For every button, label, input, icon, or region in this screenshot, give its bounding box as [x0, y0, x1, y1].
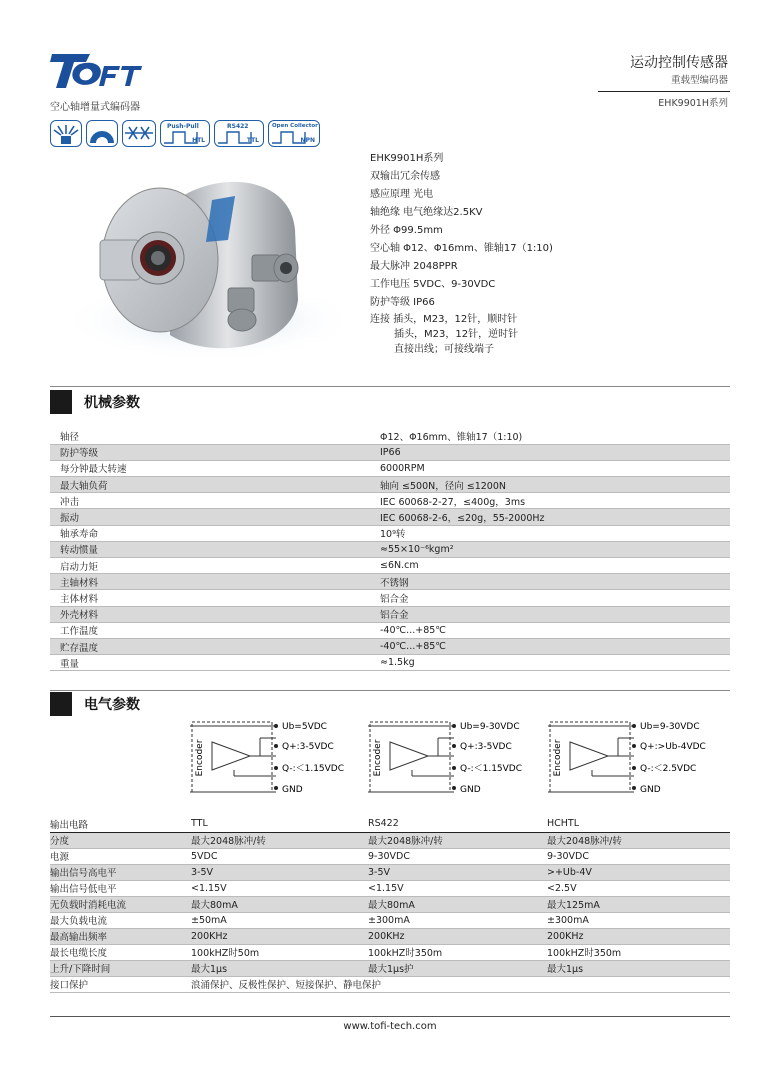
footer-divider [50, 1016, 730, 1017]
table-row [50, 525, 730, 541]
encoder-label: Encoder [553, 739, 563, 777]
cell: 3-5V [191, 864, 368, 880]
table-row [50, 928, 730, 944]
row-label: 主体材料 [50, 590, 370, 606]
gnd-label: GND [282, 785, 303, 795]
row-value: 10⁹转 [370, 525, 730, 541]
electrical-section-header [50, 692, 140, 716]
cell: 最大80mA [368, 896, 547, 912]
row-value: 铝合金 [370, 606, 730, 622]
spec-line: 双输出冗余传感 [370, 171, 440, 182]
row-label: 最大轴负荷 [50, 477, 370, 493]
cell: 分度 [50, 832, 191, 848]
header-series: EHK9901H系列 [658, 98, 728, 109]
cell: RS422 [368, 816, 547, 832]
row-label: 每分钟最大转速 [50, 460, 370, 476]
spec-summary [370, 150, 553, 357]
row-value: IP66 [370, 444, 730, 460]
mechanical-section-header [50, 390, 140, 414]
table-row [50, 622, 730, 638]
feature-icon-row [50, 120, 320, 148]
table-row [50, 848, 730, 864]
spec-line: EHK9901H系列 [370, 153, 444, 164]
spec-line: 外径 Φ99.5mm [370, 225, 443, 236]
row-label: 工作温度 [50, 622, 370, 638]
cell: 最大1μs [191, 960, 368, 976]
row-value: -40℃...+85℃ [370, 638, 730, 654]
cell: 最大1μs [547, 960, 730, 976]
table-row [50, 509, 730, 525]
cell: 100kHZ时350m [368, 944, 547, 960]
section-title: 机械参数 [84, 395, 140, 411]
cell: 200KHz [368, 928, 547, 944]
cell: 无负载时消耗电流 [50, 896, 191, 912]
table-row [50, 880, 730, 896]
spec-line: 工作电压 5VDC、9-30VDC [370, 279, 496, 290]
cell: 最大1μs护 [368, 960, 547, 976]
table-row [50, 655, 730, 671]
row-label: 振动 [50, 509, 370, 525]
spec-line: 连接 插头，M23，12针，顺时针 [370, 314, 518, 325]
dome-icon [86, 120, 118, 147]
cell: 100kHZ时350m [547, 944, 730, 960]
table-row [50, 864, 730, 880]
row-value: Φ12、Φ16mm、锥轴17（1:10) [370, 428, 730, 444]
cell: 100kHZ时50m [191, 944, 368, 960]
coupling-icon [122, 120, 156, 147]
rs422-icon: RS422 TTL [214, 120, 264, 147]
table-row [50, 944, 730, 960]
section-title: 电气参数 [84, 697, 140, 713]
ub-label: Ub=9-30VDC [640, 722, 700, 732]
row-label: 外壳材料 [50, 606, 370, 622]
header-subtitle: 重载型编码器 [670, 75, 728, 86]
row-value: ≈1.5kg [370, 655, 730, 671]
electrical-table [50, 816, 730, 993]
q-minus-label: Q-:＜1.15VDC [460, 764, 523, 774]
table-row [50, 590, 730, 606]
spec-line: 感应原理 光电 [370, 189, 434, 200]
open-collector-icon: Open Collector NPN [268, 120, 320, 147]
cell: 输出信号高电平 [50, 864, 191, 880]
table-row [50, 558, 730, 574]
cell: ±300mA [368, 912, 547, 928]
circuit-diagram-rs422 [368, 718, 538, 800]
cell: <2.5V [547, 880, 730, 896]
table-row [50, 832, 730, 848]
row-label: 轴承寿命 [50, 525, 370, 541]
section-divider [50, 386, 730, 387]
table-row [50, 638, 730, 654]
cell: 输出信号低电平 [50, 880, 191, 896]
row-value: 铝合金 [370, 590, 730, 606]
spec-line: 空心轴 Φ12、Φ16mm、锥轴17（1:10) [370, 243, 553, 254]
row-label: 启动力矩 [50, 558, 370, 574]
header-title: 运动控制传感器 [630, 55, 728, 71]
cell: 浪涌保护、反极性保护、短接保护、静电保护 [191, 976, 730, 992]
encoder-label: Encoder [373, 739, 383, 777]
row-label: 防护等级 [50, 444, 370, 460]
cell: 9-30VDC [547, 848, 730, 864]
ub-label: Ub=5VDC [282, 722, 327, 732]
section-marker [50, 390, 72, 414]
spec-line: 插头，M23，12针，逆时针 [394, 329, 519, 340]
row-value: 不锈钢 [370, 574, 730, 590]
cell: 最大负载电流 [50, 912, 191, 928]
row-value: 轴向 ≤500N，径向 ≤1200N [370, 477, 730, 493]
cell: 200KHz [547, 928, 730, 944]
spec-line: 最大脉冲 2048PPR [370, 261, 458, 272]
table-row [50, 541, 730, 557]
table-row [50, 493, 730, 509]
push-pull-icon: Push-Pull HTL [160, 120, 210, 147]
table-row [50, 477, 730, 493]
cell: 最长电缆长度 [50, 944, 191, 960]
circuit-diagram-ttl [190, 718, 360, 800]
table-row [50, 912, 730, 928]
q-minus-label: Q-:＜1.15VDC [282, 764, 345, 774]
cell: 3-5V [368, 864, 547, 880]
row-label: 贮存温度 [50, 638, 370, 654]
row-value: -40℃...+85℃ [370, 622, 730, 638]
cell: TTL [191, 816, 368, 832]
row-value: ≈55×10⁻⁶kgm² [370, 541, 730, 557]
product-category: 空心轴增量式编码器 [50, 102, 140, 113]
table-row [50, 574, 730, 590]
q-plus-label: Q+:3-5VDC [460, 742, 512, 752]
spec-line: 防护等级 IP66 [370, 297, 435, 308]
cell: 最高输出频率 [50, 928, 191, 944]
spec-line: 直接出线；可接线端子 [394, 344, 494, 355]
table-row [50, 606, 730, 622]
cell: 最大2048脉冲/转 [547, 832, 730, 848]
q-minus-label: Q-:＜2.5VDC [640, 764, 697, 774]
gnd-label: GND [640, 785, 661, 795]
mechanical-table [50, 428, 730, 671]
cell: 最大2048脉冲/转 [191, 832, 368, 848]
row-value: ≤6N.cm [370, 558, 730, 574]
cell: 输出电路 [50, 816, 191, 832]
section-marker [50, 692, 72, 716]
cell: 9-30VDC [368, 848, 547, 864]
q-plus-label: Q+:3-5VDC [282, 742, 334, 752]
footer-url[interactable]: www.tofi-tech.com [343, 1021, 437, 1032]
cell: >+Ub-4V [547, 864, 730, 880]
cell: ±50mA [191, 912, 368, 928]
table-header-row [50, 816, 730, 832]
section-divider [50, 690, 730, 691]
q-plus-label: Q+:>Ub-4VDC [640, 742, 706, 752]
encoder-label: Encoder [195, 739, 205, 777]
row-value: IEC 60068-2-27，≤400g，3ms [370, 493, 730, 509]
row-label: 主轴材料 [50, 574, 370, 590]
cell: <1.15V [191, 880, 368, 896]
sensor-light-icon [50, 120, 82, 147]
table-row [50, 444, 730, 460]
cell: <1.15V [368, 880, 547, 896]
cell: 电源 [50, 848, 191, 864]
row-label: 轴径 [50, 428, 370, 444]
ub-label: Ub=9-30VDC [460, 722, 520, 732]
row-label: 重量 [50, 655, 370, 671]
circuit-diagram-hchtl [548, 718, 718, 800]
tofi-logo [50, 52, 150, 90]
encoder-product-image [60, 160, 340, 375]
table-row [50, 896, 730, 912]
table-row [50, 976, 730, 992]
spec-line: 轴绝缘 电气绝缘达2.5KV [370, 207, 483, 218]
table-row [50, 960, 730, 976]
cell: ±300mA [547, 912, 730, 928]
table-row [50, 428, 730, 444]
row-label: 冲击 [50, 493, 370, 509]
cell: 最大2048脉冲/转 [368, 832, 547, 848]
cell: HCHTL [547, 816, 730, 832]
cell: 最大125mA [547, 896, 730, 912]
table-row [50, 460, 730, 476]
cell: 接口保护 [50, 976, 191, 992]
row-value: 6000RPM [370, 460, 730, 476]
cell: 最大80mA [191, 896, 368, 912]
row-value: IEC 60068-2-6，≤20g，55-2000Hz [370, 509, 730, 525]
row-label: 转动惯量 [50, 541, 370, 557]
cell: 上升/下降时间 [50, 960, 191, 976]
header-divider [598, 91, 730, 92]
cell: 5VDC [191, 848, 368, 864]
gnd-label: GND [460, 785, 481, 795]
cell: 200KHz [191, 928, 368, 944]
